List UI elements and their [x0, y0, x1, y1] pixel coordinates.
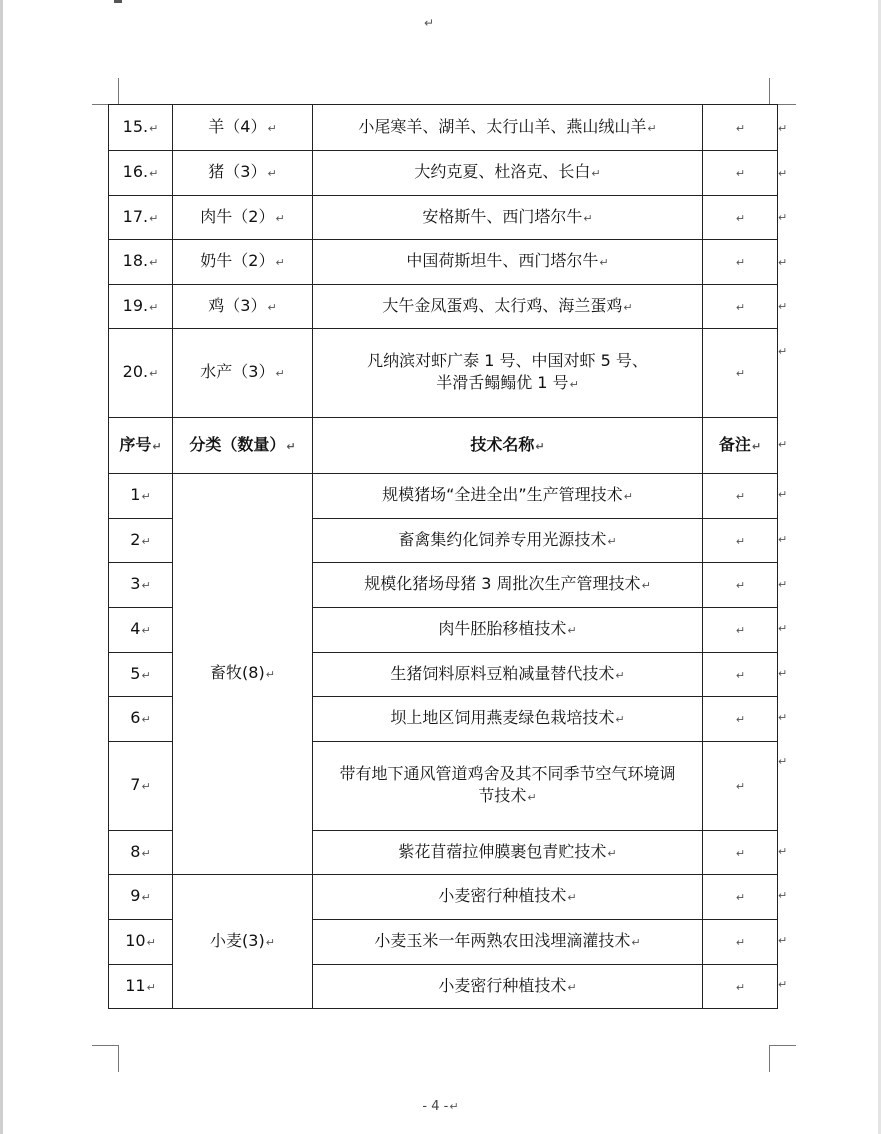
row-number-cell: 20.↵ [109, 329, 173, 418]
row-end-mark: ↵ [778, 934, 788, 947]
table-row [109, 474, 778, 519]
row-end-mark: ↵ [778, 488, 788, 501]
technology-table [108, 104, 778, 1009]
margin-corner-top-right [769, 78, 796, 105]
tech-name-cell: 凡纳滨对虾广泰 1 号、中国对虾 5 号、 半滑舌鳎鳎优 1 号↵ [313, 329, 703, 418]
row-end-mark: ↵ [778, 978, 788, 991]
row-end-mark: ↵ [778, 711, 788, 724]
row-end-mark: ↵ [778, 300, 788, 313]
note-cell: ↵ [703, 875, 778, 920]
margin-corner-top-left [92, 78, 119, 105]
tech-name-cell: 小麦密行种植技术↵ [313, 965, 703, 1009]
row-number-cell: 6↵ [109, 697, 173, 742]
row-end-mark: ↵ [778, 438, 788, 451]
row-number-cell: 10↵ [109, 920, 173, 965]
row-end-mark: ↵ [778, 755, 788, 768]
row-number-cell: 8↵ [109, 831, 173, 875]
margin-corner-bottom-left [92, 1045, 119, 1072]
row-end-mark: ↵ [778, 167, 788, 180]
tech-name-cell: 肉牛胚胎移植技术↵ [313, 608, 703, 653]
table-header-row [109, 418, 778, 474]
row-end-mark: ↵ [778, 345, 788, 358]
table-row [109, 151, 778, 196]
row-number-cell: 19.↵ [109, 285, 173, 329]
row-end-mark: ↵ [778, 622, 788, 635]
row-end-mark: ↵ [778, 578, 788, 591]
table-row [109, 240, 778, 285]
row-number-cell: 17.↵ [109, 196, 173, 240]
row-end-mark: ↵ [778, 533, 788, 546]
tech-name-cell: 紫花苜蓿拉伸膜裹包青贮技术↵ [313, 831, 703, 875]
category-cell: 水产（3）↵ [173, 329, 313, 418]
category-cell: 猪（3）↵ [173, 151, 313, 196]
note-cell: ↵ [703, 697, 778, 742]
header-category: 分类（数量）↵ [173, 418, 313, 474]
note-cell: ↵ [703, 196, 778, 240]
note-cell: ↵ [703, 519, 778, 563]
note-cell: ↵ [703, 329, 778, 418]
row-number-cell: 2↵ [109, 519, 173, 563]
row-number-cell: 4↵ [109, 608, 173, 653]
note-cell: ↵ [703, 474, 778, 519]
note-cell: ↵ [703, 831, 778, 875]
row-end-mark: ↵ [778, 211, 788, 224]
table-row [109, 875, 778, 920]
tech-name-cell: 大午金凤蛋鸡、太行鸡、海兰蛋鸡↵ [313, 285, 703, 329]
table-row [109, 329, 778, 418]
category-cell: 奶牛（2）↵ [173, 240, 313, 285]
margin-corner-bottom-right [769, 1045, 796, 1072]
header-no: 序号↵ [109, 418, 173, 474]
tech-name-cell: 规模化猪场母猪 3 周批次生产管理技术↵ [313, 563, 703, 608]
row-end-mark: ↵ [778, 667, 788, 680]
row-number-cell: 16.↵ [109, 151, 173, 196]
note-cell: ↵ [703, 151, 778, 196]
row-number-cell: 7↵ [109, 742, 173, 831]
header-note: 备注↵ [703, 418, 778, 474]
note-cell: ↵ [703, 965, 778, 1009]
note-cell: ↵ [703, 608, 778, 653]
tech-name-cell: 畜禽集约化饲养专用光源技术↵ [313, 519, 703, 563]
page-number: - 4 -↵ [422, 1099, 459, 1114]
top-marker [114, 0, 122, 3]
top-paragraph-mark: ↵ [424, 16, 435, 30]
row-number-cell: 9↵ [109, 875, 173, 920]
row-end-mark: ↵ [778, 256, 788, 269]
tech-name-cell: 坝上地区饲用燕麦绿色栽培技术↵ [313, 697, 703, 742]
page-left-edge [0, 0, 3, 1134]
table-row [109, 196, 778, 240]
note-cell: ↵ [703, 105, 778, 151]
row-end-mark: ↵ [778, 845, 788, 858]
row-number-cell: 1↵ [109, 474, 173, 519]
category-cell: 肉牛（2）↵ [173, 196, 313, 240]
header-tech-name: 技术名称↵ [313, 418, 703, 474]
row-number-cell: 15.↵ [109, 105, 173, 151]
category-cell: 鸡（3）↵ [173, 285, 313, 329]
note-cell: ↵ [703, 742, 778, 831]
row-number-cell: 3↵ [109, 563, 173, 608]
category-cell: 羊（4）↵ [173, 105, 313, 151]
row-end-mark: ↵ [778, 122, 788, 135]
row-number-cell: 5↵ [109, 653, 173, 697]
category-cell-wheat: 小麦(3)↵ [173, 875, 313, 1009]
tech-name-cell: 小麦玉米一年两熟农田浅埋滴灌技术↵ [313, 920, 703, 965]
tech-name-cell: 小尾寒羊、湖羊、太行山羊、燕山绒山羊↵ [313, 105, 703, 151]
row-end-mark: ↵ [778, 889, 788, 902]
tech-name-cell: 带有地下通风管道鸡舍及其不同季节空气环境调 节技术↵ [313, 742, 703, 831]
tech-name-cell: 小麦密行种植技术↵ [313, 875, 703, 920]
note-cell: ↵ [703, 653, 778, 697]
note-cell: ↵ [703, 285, 778, 329]
category-cell-livestock: 畜牧(8)↵ [173, 474, 313, 875]
tech-name-cell: 安格斯牛、西门塔尔牛↵ [313, 196, 703, 240]
note-cell: ↵ [703, 563, 778, 608]
table-row [109, 285, 778, 329]
note-cell: ↵ [703, 240, 778, 285]
tech-name-cell: 大约克夏、杜洛克、长白↵ [313, 151, 703, 196]
tech-name-cell: 生猪饲料原料豆粕减量替代技术↵ [313, 653, 703, 697]
tech-name-cell: 中国荷斯坦牛、西门塔尔牛↵ [313, 240, 703, 285]
table-row [109, 105, 778, 151]
note-cell: ↵ [703, 920, 778, 965]
row-number-cell: 11↵ [109, 965, 173, 1009]
row-number-cell: 18.↵ [109, 240, 173, 285]
tech-name-cell: 规模猪场“全进全出”生产管理技术↵ [313, 474, 703, 519]
